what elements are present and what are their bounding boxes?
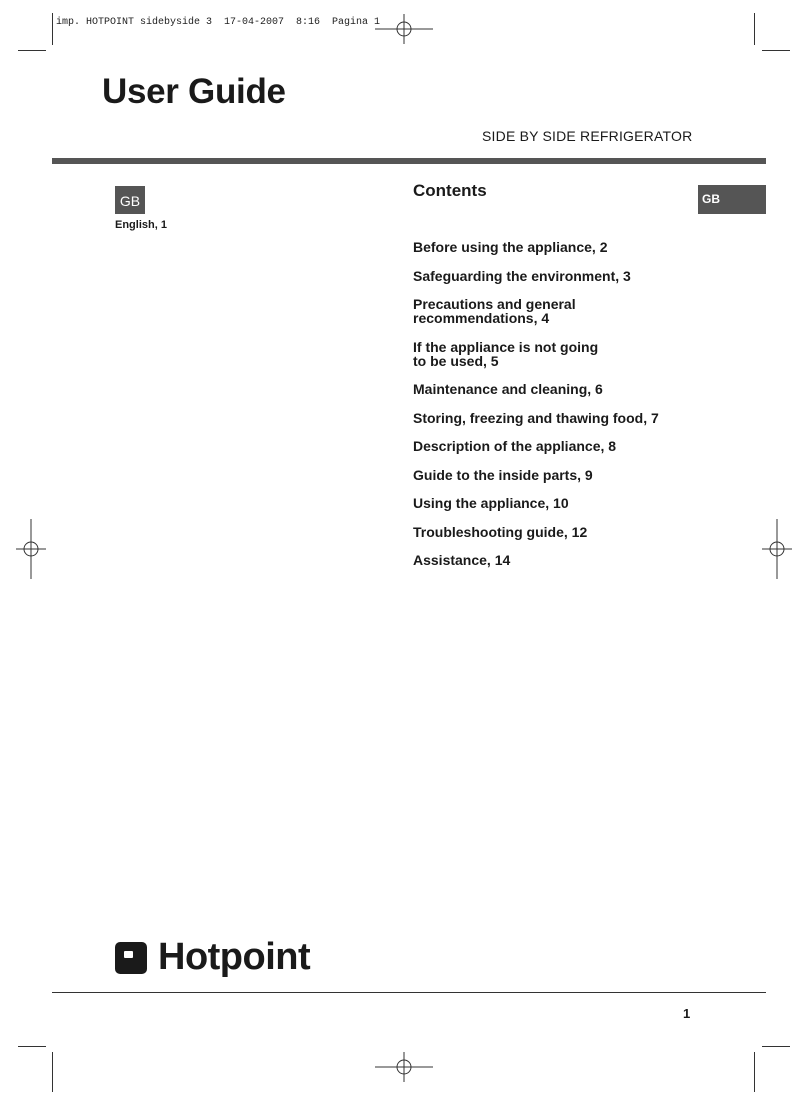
- registration-mark-top: [375, 14, 433, 44]
- header-rule: [52, 158, 766, 164]
- toc-item[interactable]: Description of the appliance, 8: [413, 438, 617, 454]
- language-link[interactable]: English, 1: [115, 219, 167, 231]
- registration-mark-bottom: [375, 1052, 433, 1082]
- toc-item[interactable]: Precautions and general recommendations, 4: [413, 296, 576, 326]
- contents-heading: Contents: [413, 181, 487, 200]
- page-number: 1: [683, 1006, 691, 1021]
- page-title: User Guide: [102, 72, 286, 111]
- toc-item[interactable]: Assistance, 14: [413, 552, 511, 568]
- print-header: imp. HOTPOINT sidebyside 3 17-04-2007 8:16 Pagina 1: [56, 17, 381, 28]
- table-of-contents: [413, 240, 713, 582]
- toc-item[interactable]: Safeguarding the environment, 3: [413, 267, 631, 284]
- toc-item[interactable]: Maintenance and cleaning, 6: [413, 381, 603, 397]
- toc-item[interactable]: Using the appliance, 10: [413, 495, 569, 511]
- toc-item[interactable]: If the appliance is not going to be used, 5: [413, 338, 599, 369]
- toc-item[interactable]: Guide to the inside parts, 9: [413, 466, 593, 483]
- registration-mark-left: [16, 519, 46, 579]
- brand-logo: [115, 936, 310, 979]
- language-badge: GB: [115, 186, 145, 214]
- language-tab: GB: [698, 185, 766, 214]
- toc-item[interactable]: Troubleshooting guide, 12: [413, 523, 588, 540]
- brand-name: Hotpoint: [158, 936, 311, 978]
- registration-mark-right: [762, 519, 792, 579]
- footer-rule: [52, 992, 766, 993]
- toc-item[interactable]: Before using the appliance, 2: [413, 239, 608, 255]
- page-subtitle: SIDE BY SIDE REFRIGERATOR: [482, 128, 693, 144]
- hotpoint-logo-icon: [115, 942, 147, 974]
- toc-item[interactable]: Storing, freezing and thawing food, 7: [413, 409, 659, 426]
